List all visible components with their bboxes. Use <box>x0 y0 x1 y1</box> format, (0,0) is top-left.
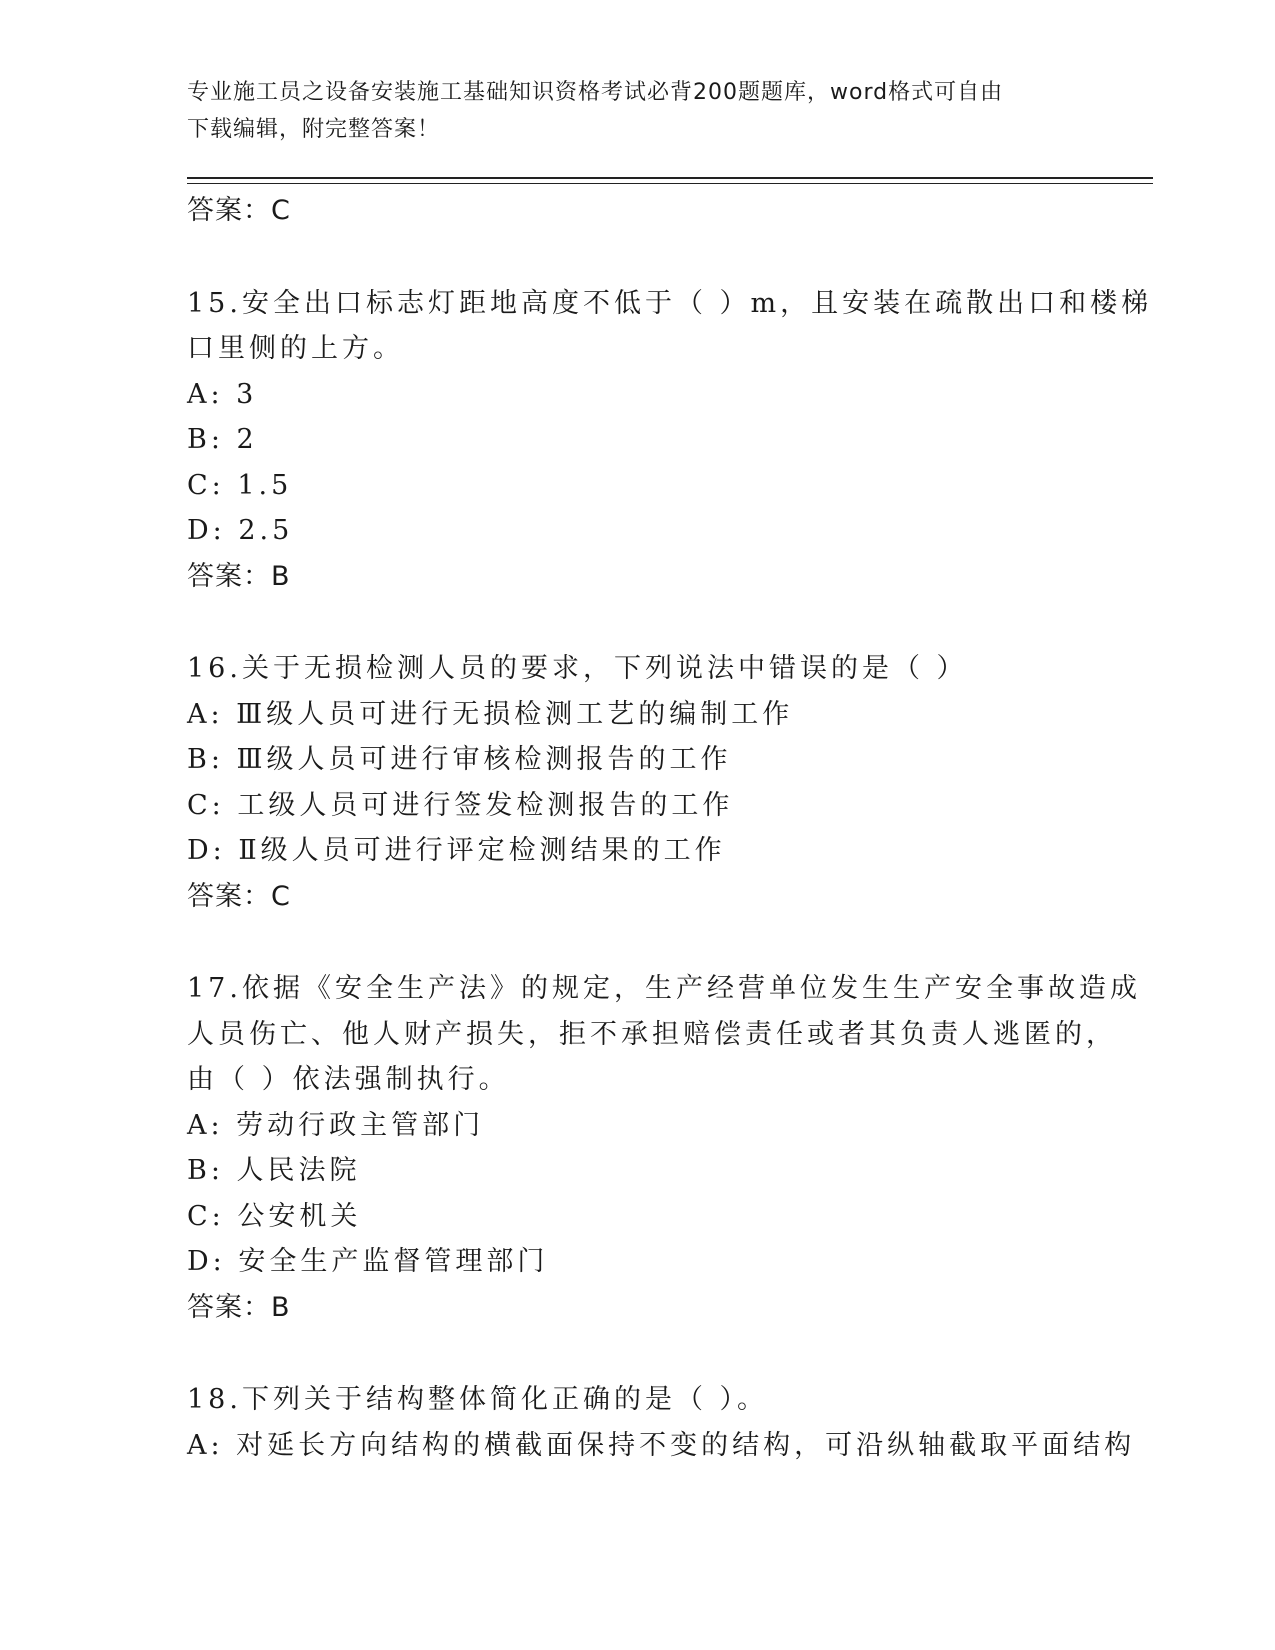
answer-line: 答案：B <box>187 560 291 592</box>
header-line-1: 专业施工员之设备安装施工基础知识资格考试必背200题题库，word格式可自由 <box>187 80 1004 105</box>
option-a: A: 3 <box>187 378 258 410</box>
header-line-2: 下载编辑，附完整答案！ <box>187 117 441 142</box>
document-header <box>187 74 1067 148</box>
question-list <box>187 188 1153 1468</box>
question-stem: 18.下列关于结构整体简化正确的是（ ）。 <box>187 1384 769 1415</box>
question-stem: 口里侧的上方。 <box>187 333 404 364</box>
option-a: A: Ⅲ级人员可进行无损检测工艺的编制工作 <box>187 698 794 730</box>
question-stem: 17.依据《安全生产法》的规定，生产经营单位发生生产安全事故造成 <box>187 973 1141 1004</box>
option-d: D: 2.5 <box>187 515 294 546</box>
option-c: C: 公安机关 <box>187 1200 362 1232</box>
question-16 <box>187 646 1087 919</box>
header-rule-thick <box>187 177 1153 179</box>
question-stem: 16.关于无损检测人员的要求，下列说法中错误的是（ ） <box>187 653 968 684</box>
spacer <box>187 919 1087 966</box>
answer-line: 答案：C <box>187 880 291 912</box>
spacer <box>187 1330 1087 1377</box>
question-stem: 人员伤亡、他人财产损失，拒不承担赔偿责任或者其负责人逃匿的， <box>187 1018 1117 1050</box>
answer-line: 答案：B <box>187 1291 291 1323</box>
answer-line: 答案：C <box>187 195 291 226</box>
option-b: B: 2 <box>187 424 258 455</box>
option-c: C: 工级人员可进行签发检测报告的工作 <box>187 789 734 821</box>
option-b: B: 人民法院 <box>187 1155 361 1186</box>
spacer <box>187 599 1087 646</box>
question-18 <box>187 1377 1136 1468</box>
question-stem: 由（ ）依法强制执行。 <box>187 1064 510 1095</box>
option-a: A: 劳动行政主管部门 <box>187 1109 485 1141</box>
question-15 <box>187 281 1153 600</box>
option-b: B: Ⅲ级人员可进行审核检测报告的工作 <box>187 744 732 775</box>
question-stem: 15.安全出口标志灯距地高度不低于（ ）m，且安装在疏散出口和楼梯 <box>187 287 1153 319</box>
option-d: D: 安全生产监督管理部门 <box>187 1246 549 1277</box>
header-rule-thin <box>187 183 1153 184</box>
question-17 <box>187 966 1141 1330</box>
option-a: A: 对延长方向结构的横截面保持不变的结构，可沿纵轴截取平面结构 <box>187 1429 1136 1461</box>
option-d: D: Ⅱ级人员可进行评定检测结果的工作 <box>187 835 726 866</box>
spacer <box>187 234 1087 281</box>
option-c: C: 1.5 <box>187 469 293 501</box>
